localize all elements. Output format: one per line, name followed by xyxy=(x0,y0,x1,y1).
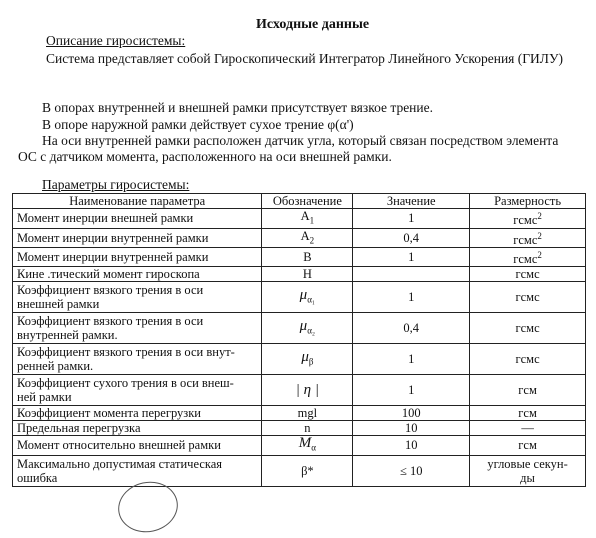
param-symbol-text: mgl xyxy=(297,406,318,421)
param-value: 1 xyxy=(353,282,470,313)
param-name-line2: внутренней рамки. xyxy=(17,328,118,343)
param-name-line1: Кине .тический момент гироскопа xyxy=(17,267,200,282)
param-symbol-subscript: α₂ xyxy=(307,325,316,336)
param-name-line2: ней рамки xyxy=(17,390,72,405)
param-symbol-text: B xyxy=(303,250,312,265)
table-row xyxy=(13,344,586,375)
page-title: Исходные данные xyxy=(256,17,370,32)
param-value: ≤ 10 xyxy=(353,455,470,486)
param-name xyxy=(13,455,262,486)
param-symbol xyxy=(262,375,353,406)
param-symbol-subscript: α₁ xyxy=(307,294,316,305)
param-name-line1: Коэффициент вязкого трения в оси внут- xyxy=(17,345,235,360)
table-row xyxy=(13,248,586,267)
param-name xyxy=(13,282,262,313)
param-name xyxy=(13,313,262,344)
param-symbol-subscript: β xyxy=(308,356,314,367)
param-name-line1: Момент инерции внутренней рамки xyxy=(17,250,209,265)
param-name xyxy=(13,436,262,456)
table-row xyxy=(13,267,586,282)
table-row xyxy=(13,406,586,421)
param-unit-text: гсм xyxy=(518,383,537,398)
param-unit xyxy=(470,455,586,486)
param-name xyxy=(13,375,262,406)
param-value: 0,4 xyxy=(353,228,470,248)
param-name xyxy=(13,344,262,375)
section-title-description: Описание гиросистемы: xyxy=(46,33,186,48)
table-header-row xyxy=(13,194,586,209)
param-unit-line2: ды xyxy=(520,470,535,485)
param-unit-superscript: 2 xyxy=(537,211,542,222)
param-symbol xyxy=(262,267,353,282)
param-unit xyxy=(470,375,586,406)
param-unit-text: гсмс xyxy=(515,352,540,367)
param-name xyxy=(13,421,262,436)
parameters-table xyxy=(12,193,586,487)
param-value: 1 xyxy=(353,209,470,229)
param-name-line1: Коэффициент момента перегрузки xyxy=(17,406,201,421)
table-row xyxy=(13,421,586,436)
param-symbol-text: | η | xyxy=(295,382,319,399)
param-symbol-text: μ xyxy=(299,317,308,334)
header-value: Значение xyxy=(353,194,470,209)
param-name xyxy=(13,248,262,267)
param-value: 1 xyxy=(353,344,470,375)
param-unit-text: гсмс xyxy=(515,321,540,336)
param-unit xyxy=(470,282,586,313)
param-symbol-text: H xyxy=(302,267,312,282)
param-symbol xyxy=(262,421,353,436)
header-name: Наименование параметра xyxy=(13,194,262,209)
param-unit-text: гсм xyxy=(518,438,537,453)
param-value xyxy=(353,267,470,282)
param-name-line1: Момент инерции внешней рамки xyxy=(17,211,194,226)
param-unit-text: — xyxy=(521,421,534,436)
table-row xyxy=(13,436,586,456)
param-unit-superscript: 2 xyxy=(537,230,542,241)
header-unit: Размерность xyxy=(470,194,586,209)
param-value: 10 xyxy=(353,421,470,436)
param-symbol-text: A xyxy=(300,228,310,243)
param-unit xyxy=(470,436,586,456)
param-symbol-text: μ xyxy=(301,348,309,365)
param-unit xyxy=(470,209,586,229)
param-symbol-text: A xyxy=(300,209,310,223)
param-name-line2: ошибка xyxy=(17,470,58,485)
param-name-line1: Максимально допустимая статическая xyxy=(17,456,223,471)
param-name-line2: внешней рамки xyxy=(17,297,100,312)
param-unit xyxy=(470,313,586,344)
param-unit-text: гсм xyxy=(518,406,537,421)
table-row xyxy=(13,209,586,229)
table-row xyxy=(13,282,586,313)
param-symbol-subscript: 1 xyxy=(309,215,315,226)
param-symbol xyxy=(262,436,353,456)
param-unit-text: угловые секун- xyxy=(487,456,568,471)
param-name-line1: Предельная перегрузка xyxy=(17,421,141,436)
param-symbol-text: M xyxy=(298,435,312,452)
param-symbol-subscript: α xyxy=(311,442,316,453)
param-name-line1: Момент относительно внешней рамки xyxy=(17,438,221,453)
param-name xyxy=(13,209,262,229)
param-unit xyxy=(470,421,586,436)
param-name-line1: Коэффициент сухого трения в оси внеш- xyxy=(17,376,234,391)
param-symbol xyxy=(262,282,353,313)
paragraph-dry-friction: В опоре наружной рамки действует сухое трение φ(α') xyxy=(42,117,354,132)
param-unit xyxy=(470,228,586,248)
param-symbol-text: β* xyxy=(301,463,314,478)
param-symbol-subscript: 2 xyxy=(309,235,315,245)
param-unit-text: гсмс xyxy=(513,213,538,228)
param-value: 100 xyxy=(353,406,470,421)
param-unit-text: гсмс xyxy=(515,267,540,282)
param-unit-text: гсмс xyxy=(513,232,538,247)
param-symbol xyxy=(262,209,353,229)
header-symbol: Обозначение xyxy=(262,194,353,209)
paragraph-sensor-line2: ОС с датчиком момента, расположенного на оси внешней рамки. xyxy=(18,149,392,164)
param-value: 0,4 xyxy=(353,313,470,344)
param-unit xyxy=(470,267,586,282)
param-unit xyxy=(470,248,586,267)
param-value: 10 xyxy=(353,436,470,456)
param-unit-text: гсмс xyxy=(513,252,538,267)
param-symbol xyxy=(262,248,353,267)
paragraph-viscous-friction: В опорах внутренней и внешней рамки присутствует вязкое трение. xyxy=(42,100,433,115)
param-unit-text: гсмс xyxy=(515,290,540,305)
param-symbol xyxy=(262,406,353,421)
param-value: 1 xyxy=(353,375,470,406)
param-symbol-text: μ xyxy=(299,286,308,303)
param-name-line1: Коэффициент вязкого трения в оси xyxy=(17,283,204,298)
table-row xyxy=(13,228,586,248)
table-row xyxy=(13,455,586,486)
param-name-line1: Коэффициент вязкого трения в оси xyxy=(17,314,204,329)
param-value: 1 xyxy=(353,248,470,267)
param-unit xyxy=(470,344,586,375)
param-symbol-text: n xyxy=(304,421,311,436)
param-symbol xyxy=(262,313,353,344)
param-symbol xyxy=(262,344,353,375)
param-symbol xyxy=(262,455,353,486)
param-name xyxy=(13,267,262,282)
paragraph-sensor-line1: На оси внутренней рамки расположен датчик угла, который связан посредством элемента xyxy=(42,133,559,148)
param-unit xyxy=(470,406,586,421)
table-row xyxy=(13,375,586,406)
param-symbol xyxy=(262,228,353,248)
param-name-line1: Момент инерции внутренней рамки xyxy=(17,230,209,245)
param-unit-superscript: 2 xyxy=(537,250,542,260)
section-title-parameters: Параметры гиросистемы: xyxy=(42,177,190,192)
description-text: Система представляет собой Гироскопический Интегратор Линейного Ускорения (ГИЛУ) xyxy=(46,51,564,66)
param-name xyxy=(13,406,262,421)
param-name xyxy=(13,228,262,248)
table-row xyxy=(13,313,586,344)
param-name-line2: ренней рамки. xyxy=(17,359,94,374)
